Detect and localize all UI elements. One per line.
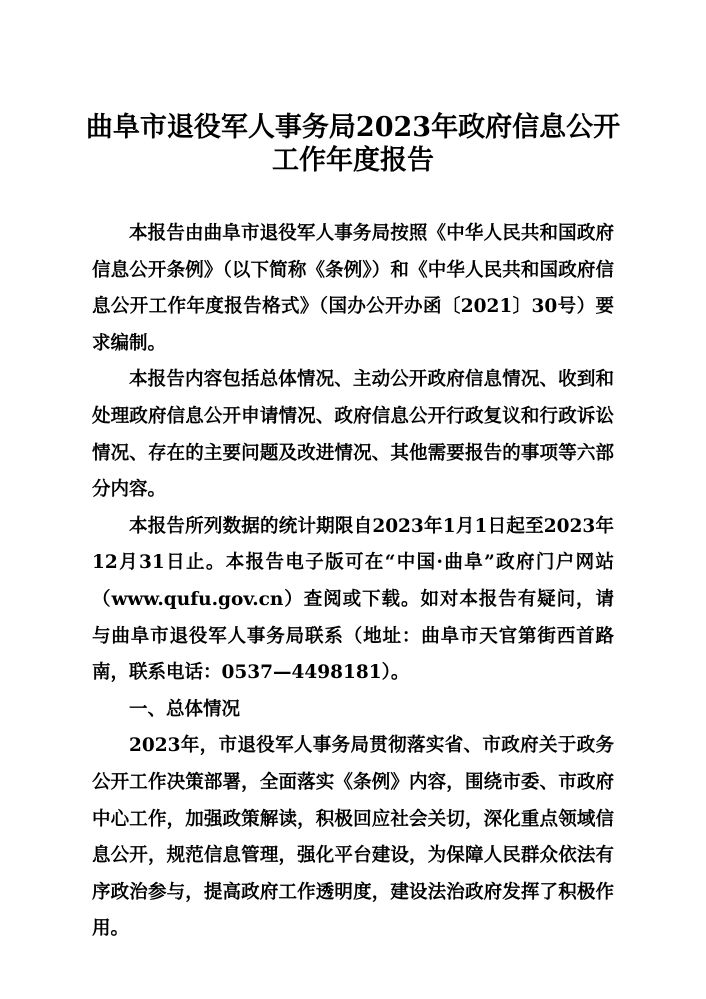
report-body: [92, 216, 614, 948]
report-title-line-2: 工作年度报告: [272, 145, 434, 176]
intro-paragraph-basis: 本报告由曲阜市退役军人事务局按照《中华人民共和国政府信息公开条例》（以下简称《条例》）和《中华人民共和国政府信息公开工作年度报告格式》（国办公开办函〔2021〕30号）要求编制。: [92, 223, 614, 354]
intro-paragraph-contents: 本报告内容包括总体情况、主动公开政府信息情况、收到和处理政府信息公开申请情况、政府信息公开行政复议和行政诉讼情况、存在的主要问题及改进情况、其他需要报告的事项等六部分内容。: [92, 369, 614, 501]
section-heading-overview: 一、总体情况: [129, 698, 241, 720]
report-title-line-1: 曲阜市退役军人事务局2023年政府信息公开: [85, 112, 621, 143]
overview-paragraph: 2023年，市退役军人事务局贯彻落实省、市政府关于政务公开工作决策部署，全面落实《条例》内容，围绕市委、市政府中心工作，加强政策解读，积极回应社会关切，深化重点领域信息公开，规范信息管理，强化平台建设，为保障人民群众依法有序政治参与，提高政府工作透明度，建设法治政府发挥了积极作用。: [92, 735, 614, 940]
intro-paragraph-period: 本报告所列数据的统计期限自2023年1月1日起至2023年12月31日止。本报告电子版可在“中国·曲阜”政府门户网站（www.qufu.gov.cn）查阅或下载。如对本报告有疑问，请与曲阜市退役军人事务局联系（地址：曲阜市天官第街西首路南，联系电话：0537—4498181）。: [92, 515, 614, 684]
